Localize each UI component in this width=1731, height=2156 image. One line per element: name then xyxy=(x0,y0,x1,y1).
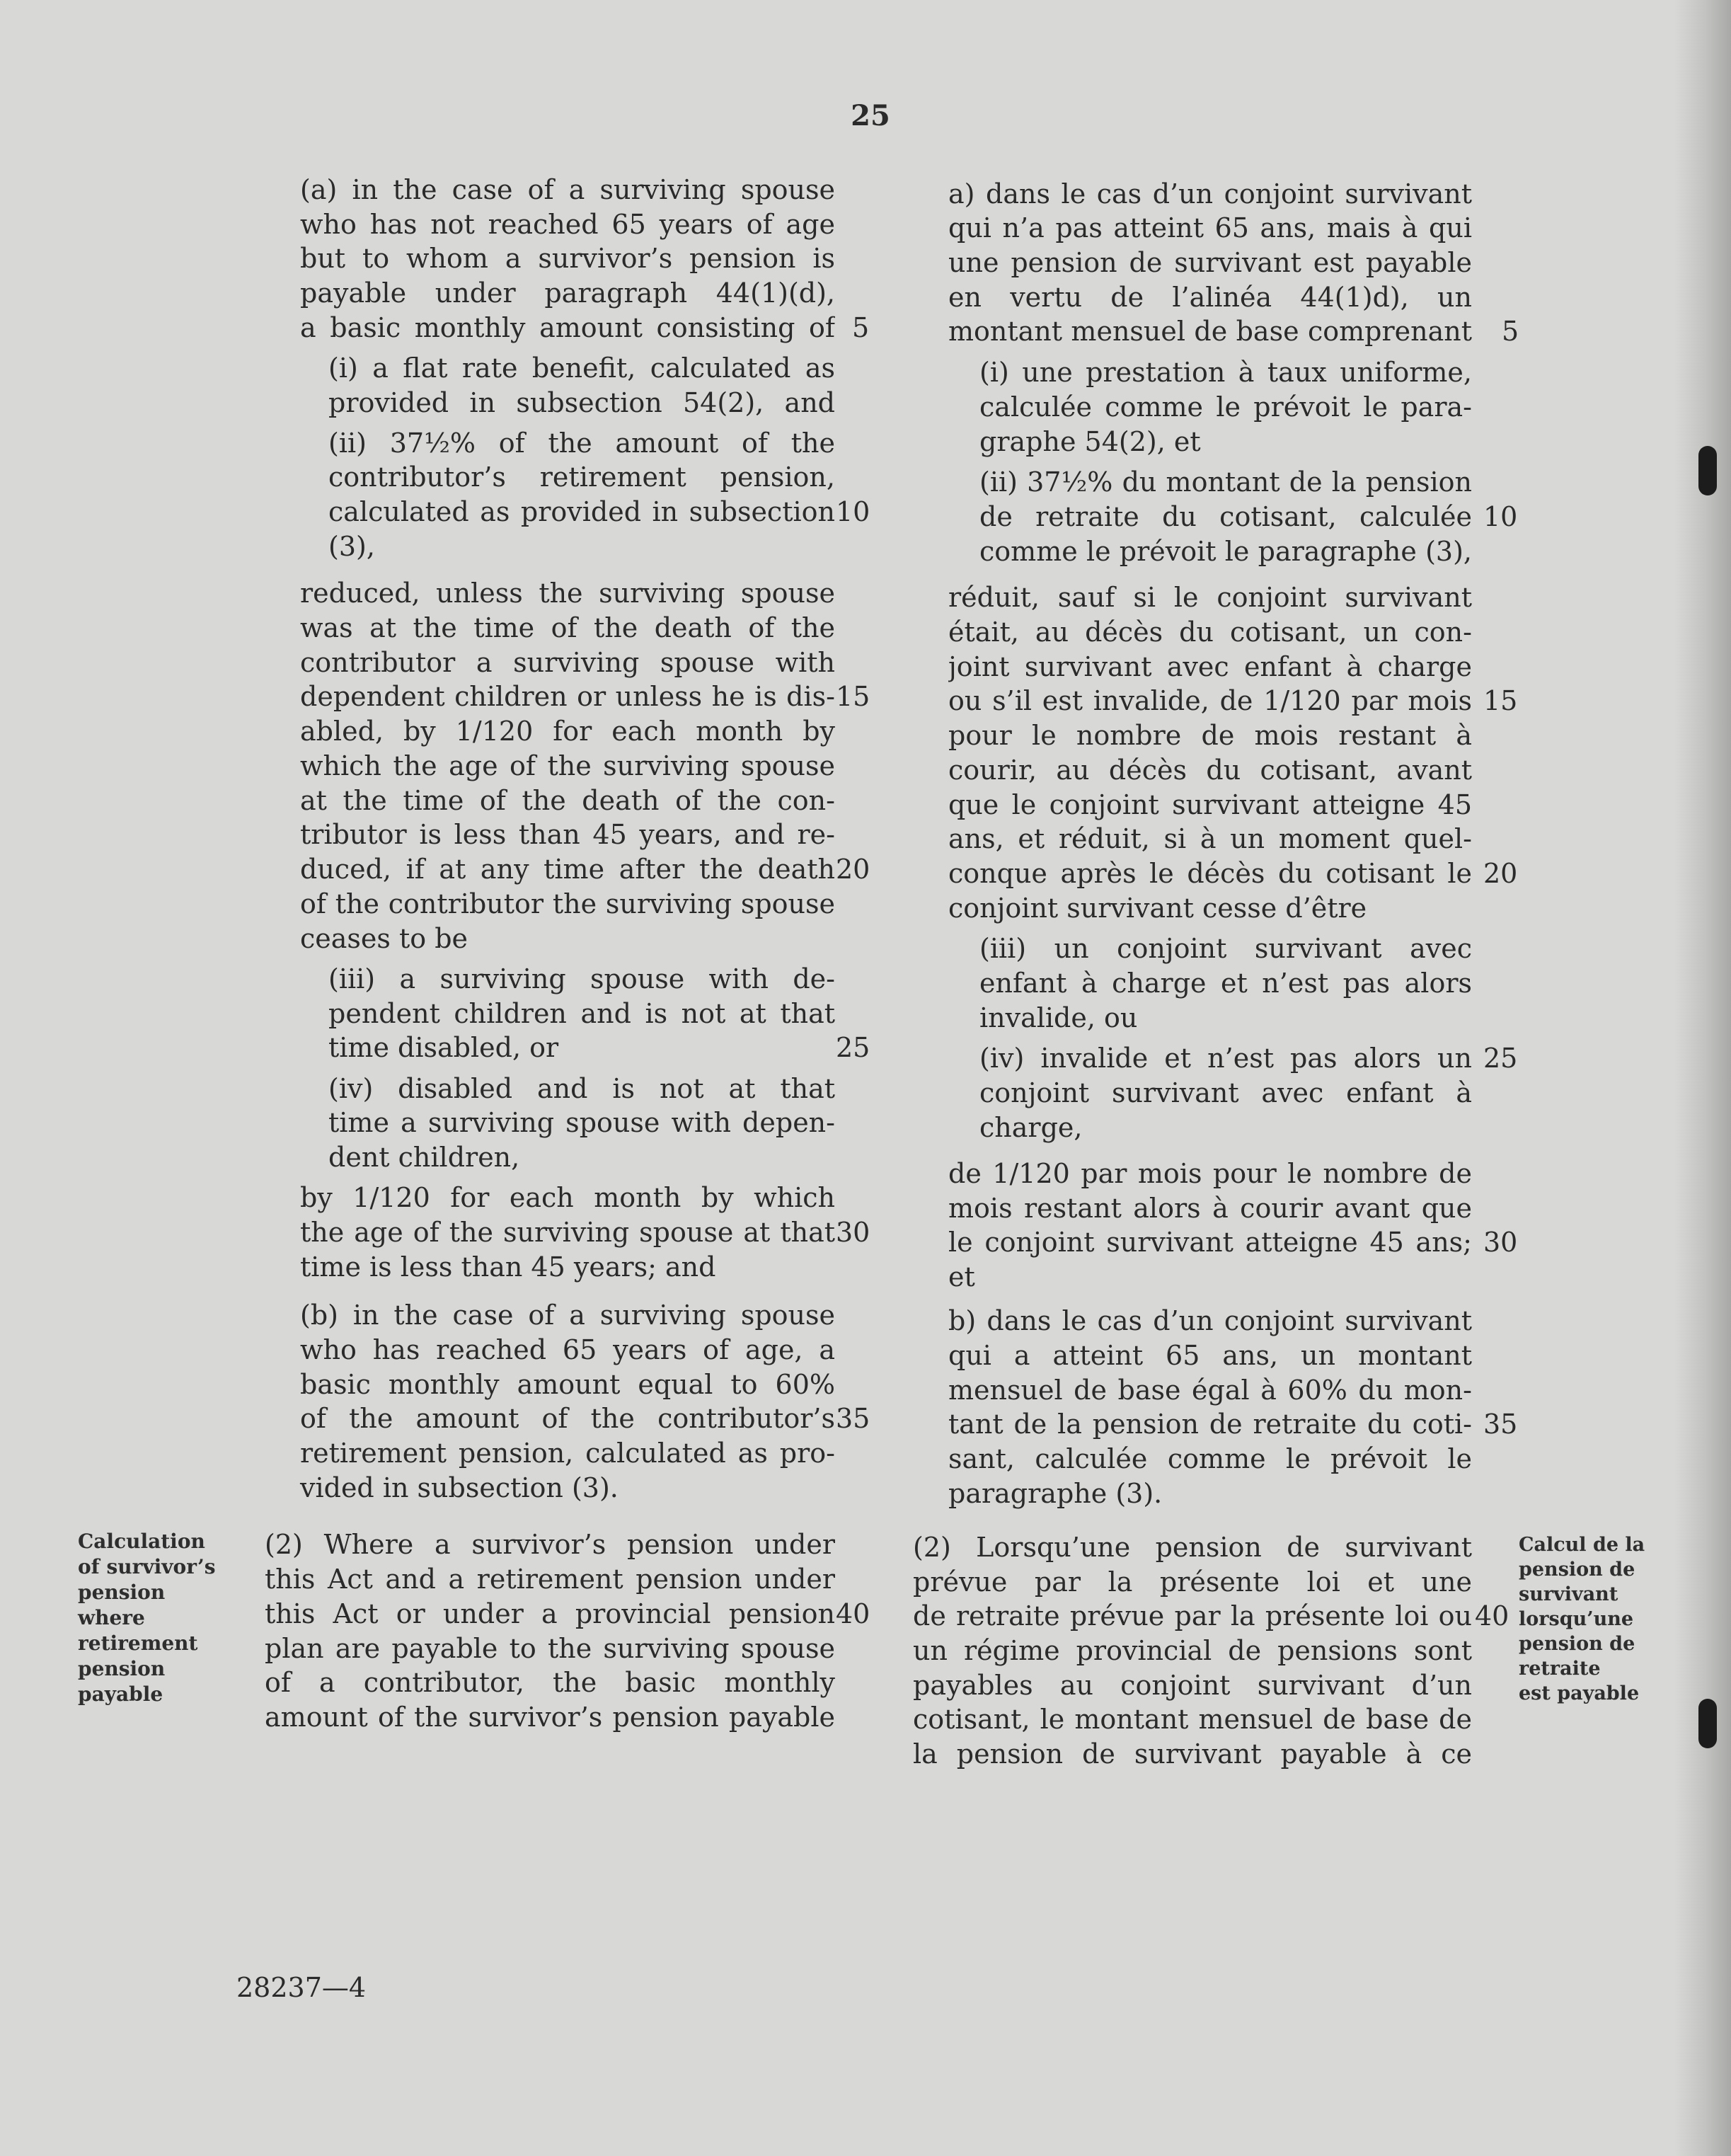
french-line-number: 15 xyxy=(1483,685,1518,716)
english-text-line: who has not reached 65 years of age xyxy=(300,209,835,240)
french-text-line: une pension de survivant est payable xyxy=(948,247,1472,278)
french-text-line: de retraite prévue par la présente loi ou xyxy=(913,1600,1472,1632)
french-text-line: de retraite du cotisant, calculée xyxy=(979,501,1472,532)
french-text-line: b) dans le cas d’un conjoint survivant xyxy=(948,1305,1472,1336)
english-line-number: 35 xyxy=(836,1403,870,1434)
french-line-number: 10 xyxy=(1483,501,1518,532)
french-text-line: en vertu de l’alinéa 44(1)d), un xyxy=(948,282,1472,313)
french-text-line: invalide, ou xyxy=(979,1002,1138,1033)
english-margin-note-line: payable xyxy=(78,1682,163,1706)
french-text-line: calculée comme le prévoit le para- xyxy=(979,391,1472,423)
english-text-line: payable under paragraph 44(1)(d), xyxy=(300,277,835,309)
french-text-line: conjoint survivant cesse d’être xyxy=(948,893,1367,924)
french-margin-note-line: est payable xyxy=(1519,1682,1640,1704)
french-text-line: cotisant, le montant mensuel de base de xyxy=(913,1704,1472,1735)
french-text-line: (ii) 37½% du montant de la pension xyxy=(979,466,1472,498)
french-text-line: payables au conjoint survivant d’un xyxy=(913,1670,1472,1701)
french-text-line: (iii) un conjoint survivant avec xyxy=(979,933,1472,964)
footer-code: 28237—4 xyxy=(236,1972,367,2003)
french-text-line: (2) Lorsqu’une pension de survivant xyxy=(913,1532,1472,1563)
english-text-line: this Act and a retirement pension under xyxy=(265,1564,835,1595)
french-text-line: prévue par la présente loi et une xyxy=(913,1566,1472,1598)
english-text-line: (ii) 37½% of the amount of the xyxy=(328,428,835,459)
english-margin-note-line: pension xyxy=(78,1581,166,1604)
french-text-line: que le conjoint survivant atteigne 45 xyxy=(948,789,1472,820)
english-text-line: (b) in the case of a surviving spouse xyxy=(300,1300,835,1331)
english-line-number: 20 xyxy=(836,854,870,885)
french-text-line: ans, et réduit, si à un moment quel- xyxy=(948,823,1472,854)
french-text-line: le conjoint survivant atteigne 45 ans; xyxy=(948,1227,1472,1258)
english-line-number: 30 xyxy=(836,1217,870,1248)
french-line-number: 20 xyxy=(1483,858,1518,889)
english-text-line: time disabled, or xyxy=(328,1032,559,1063)
english-text-line: this Act or under a provincial pension xyxy=(265,1598,835,1629)
english-text-line: ceases to be xyxy=(300,923,468,954)
english-text-line: pendent children and is not at that xyxy=(328,998,835,1029)
french-margin-note-line: pension de xyxy=(1519,1633,1635,1655)
french-text-line: (i) une prestation à taux uniforme, xyxy=(979,357,1472,388)
french-line-number: 25 xyxy=(1483,1043,1518,1074)
english-text-line: (i) a flat rate benefit, calculated as xyxy=(328,352,835,384)
english-text-line: who has reached 65 years of age, a xyxy=(300,1334,835,1365)
english-text-line: but to whom a survivor’s pension is xyxy=(300,243,835,274)
french-text-line: un régime provincial de pensions sont xyxy=(913,1635,1472,1666)
english-text-line: (iv) disabled and is not at that xyxy=(328,1073,835,1104)
english-text-line: the age of the surviving spouse at that xyxy=(300,1217,835,1248)
french-text-line: (iv) invalide et n’est pas alors un xyxy=(979,1043,1472,1074)
english-text-line: provided in subsection 54(2), and xyxy=(328,387,835,418)
english-margin-note-line: of survivor’s xyxy=(78,1555,216,1578)
french-text-line: paragraphe (3). xyxy=(948,1478,1163,1509)
english-line-number: 40 xyxy=(836,1598,870,1629)
french-line-number: 35 xyxy=(1483,1409,1518,1440)
french-line-number: 40 xyxy=(1475,1600,1509,1632)
english-text-line: of the contributor the surviving spouse xyxy=(300,888,835,919)
english-margin-note-line: where xyxy=(78,1606,145,1629)
page-edge-shadow xyxy=(1674,0,1731,2156)
page-number: 25 xyxy=(851,99,890,132)
french-text-line: qui n’a pas atteint 65 ans, mais à qui xyxy=(948,212,1472,243)
english-text-line: dent children, xyxy=(328,1142,520,1173)
french-line-number: 30 xyxy=(1483,1227,1518,1258)
english-line-number: 10 xyxy=(836,496,870,527)
english-text-line: a basic monthly amount consisting of xyxy=(300,312,835,343)
english-text-line: by 1/120 for each month by which xyxy=(300,1182,835,1213)
french-text-line: de 1/120 par mois pour le nombre de xyxy=(948,1158,1472,1189)
english-text-line: (iii) a surviving spouse with de- xyxy=(328,963,835,994)
french-text-line: montant mensuel de base comprenant xyxy=(948,316,1472,347)
french-text-line: la pension de survivant payable à ce xyxy=(913,1738,1472,1770)
english-text-line: plan are payable to the surviving spouse xyxy=(265,1633,835,1664)
english-text-line: dependent children or unless he is dis- xyxy=(300,681,835,712)
english-text-line: was at the time of the death of the xyxy=(300,612,835,643)
english-margin-note-line: pension xyxy=(78,1657,166,1680)
english-text-line: retirement pension, calculated as pro- xyxy=(300,1438,835,1469)
english-text-line: reduced, unless the surviving spouse xyxy=(300,578,835,609)
english-text-line: of a contributor, the basic monthly xyxy=(265,1667,835,1698)
french-margin-note-line: Calcul de la xyxy=(1519,1534,1645,1556)
french-text-line: et xyxy=(948,1261,975,1292)
english-line-number: 5 xyxy=(852,312,870,343)
french-text-line: courir, au décès du cotisant, avant xyxy=(948,755,1472,786)
english-margin-note xyxy=(78,1529,215,1707)
english-text-line: tributor is less than 45 years, and re- xyxy=(300,819,835,850)
french-text-line: pour le nombre de mois restant à xyxy=(948,720,1472,751)
french-text-line: tant de la pension de retraite du coti- xyxy=(948,1409,1472,1440)
english-text-line: contributor a surviving spouse with xyxy=(300,647,835,678)
french-text-line: mensuel de base égal à 60% du mon- xyxy=(948,1375,1472,1406)
english-text-line: contributor’s retirement pension, xyxy=(328,461,835,493)
french-text-line: mois restant alors à courir avant que xyxy=(948,1193,1472,1224)
english-text-line: (2) Where a survivor’s pension under xyxy=(265,1529,835,1560)
english-text-line: basic monthly amount equal to 60% xyxy=(300,1369,835,1400)
english-text-line: at the time of the death of the con- xyxy=(300,785,835,816)
french-text-line: qui a atteint 65 ans, un montant xyxy=(948,1340,1472,1371)
english-line-number: 25 xyxy=(836,1032,870,1063)
english-text-line: calculated as provided in subsection xyxy=(328,496,835,527)
english-text-line: time a surviving spouse with depen- xyxy=(328,1107,835,1138)
french-text-line: a) dans le cas d’un conjoint survivant xyxy=(948,178,1472,210)
english-text-line: amount of the survivor’s pension payable xyxy=(265,1702,835,1733)
french-margin-note xyxy=(1519,1532,1645,1706)
french-text-line: charge, xyxy=(979,1112,1083,1143)
french-margin-note-line: retraite xyxy=(1519,1658,1601,1680)
french-text-line: conjoint survivant avec enfant à xyxy=(979,1077,1472,1108)
french-text-line: sant, calculée comme le prévoit le xyxy=(948,1443,1472,1474)
punch-hole-top xyxy=(1698,446,1717,495)
french-text-line: était, au décès du cotisant, un con- xyxy=(948,617,1472,648)
french-line-number: 5 xyxy=(1502,316,1519,347)
english-line-number: 15 xyxy=(836,681,870,712)
english-text-line: vided in subsection (3). xyxy=(300,1472,619,1503)
french-margin-note-line: survivant xyxy=(1519,1583,1618,1605)
french-text-line: ou s’il est invalide, de 1/120 par mois xyxy=(948,685,1472,716)
english-text-line: (a) in the case of a surviving spouse xyxy=(300,174,835,205)
french-margin-note-line: lorsqu’une xyxy=(1519,1608,1634,1630)
french-text-line: enfant à charge et n’est pas alors xyxy=(979,968,1472,999)
english-margin-note-line: retirement xyxy=(78,1632,198,1655)
english-text-line: of the amount of the contributor’s xyxy=(300,1403,835,1434)
french-text-line: conque après le décès du cotisant le xyxy=(948,858,1472,889)
french-margin-note-line: pension de xyxy=(1519,1559,1635,1581)
french-text-line: comme le prévoit le paragraphe (3), xyxy=(979,536,1472,567)
french-text-line: réduit, sauf si le conjoint survivant xyxy=(948,582,1472,613)
english-text-line: (3), xyxy=(328,531,375,562)
french-text-line: joint survivant avec enfant à charge xyxy=(948,651,1472,682)
french-text-line: graphe 54(2), et xyxy=(979,426,1201,457)
english-text-line: which the age of the surviving spouse xyxy=(300,750,835,781)
english-text-line: duced, if at any time after the death xyxy=(300,854,835,885)
english-margin-note-line: Calculation xyxy=(78,1530,205,1553)
punch-hole-bottom xyxy=(1698,1699,1717,1748)
english-text-line: abled, by 1/120 for each month by xyxy=(300,716,835,747)
english-text-line: time is less than 45 years; and xyxy=(300,1251,716,1283)
